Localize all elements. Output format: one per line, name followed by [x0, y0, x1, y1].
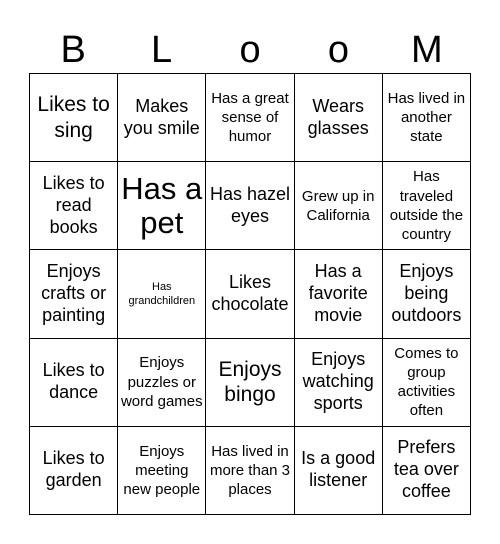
bingo-cell-r1c5: Has lived in another state: [383, 74, 471, 162]
bingo-header: [29, 25, 471, 75]
bingo-cell-r5c2: Enjoys meeting new people: [118, 427, 206, 515]
bingo-cell-r5c3: Has lived in more than 3 places: [206, 427, 294, 515]
bingo-cell-r3c5: Enjoys being outdoors: [383, 250, 471, 338]
bingo-cell-r5c5: Prefers tea over coffee: [383, 427, 471, 515]
header-letter-2: L: [151, 29, 173, 71]
bingo-cell-r5c4: Is a good listener: [295, 427, 383, 515]
bingo-cell-r1c1: Likes to sing: [30, 74, 118, 162]
bingo-cell-r4c5: Comes to group activities often: [383, 339, 471, 427]
header-letter-1: B: [60, 29, 86, 71]
bingo-cell-r2c4: Grew up in California: [295, 162, 383, 250]
bingo-cell-r4c2: Enjoys puzzles or word games: [118, 339, 206, 427]
bingo-cell-r2c3: Has hazel eyes: [206, 162, 294, 250]
bingo-cell-r2c2: Has a pet: [118, 162, 206, 250]
bingo-cell-r3c4: Has a favorite movie: [295, 250, 383, 338]
bingo-cell-r1c2: Makes you smile: [118, 74, 206, 162]
bingo-cell-r3c3: Likes chocolate: [206, 250, 294, 338]
header-letter-4: o: [327, 29, 349, 71]
bingo-cell-r1c4: Wears glasses: [295, 74, 383, 162]
bingo-cell-r4c4: Enjoys watching sports: [295, 339, 383, 427]
header-letter-3: o: [239, 29, 261, 71]
bingo-board: [29, 73, 471, 515]
bingo-cell-r1c3: Has a great sense of humor: [206, 74, 294, 162]
bingo-cell-r3c1: Enjoys crafts or painting: [30, 250, 118, 338]
bingo-cell-r4c1: Likes to dance: [30, 339, 118, 427]
bingo-cell-r2c1: Likes to read books: [30, 162, 118, 250]
bingo-cell-r2c5: Has traveled outside the country: [383, 162, 471, 250]
bingo-cell-r4c3: Enjoys bingo: [206, 339, 294, 427]
bingo-cell-r5c1: Likes to garden: [30, 427, 118, 515]
bingo-cell-r3c2: Has grandchildren: [118, 250, 206, 338]
header-letter-5: M: [411, 29, 443, 71]
